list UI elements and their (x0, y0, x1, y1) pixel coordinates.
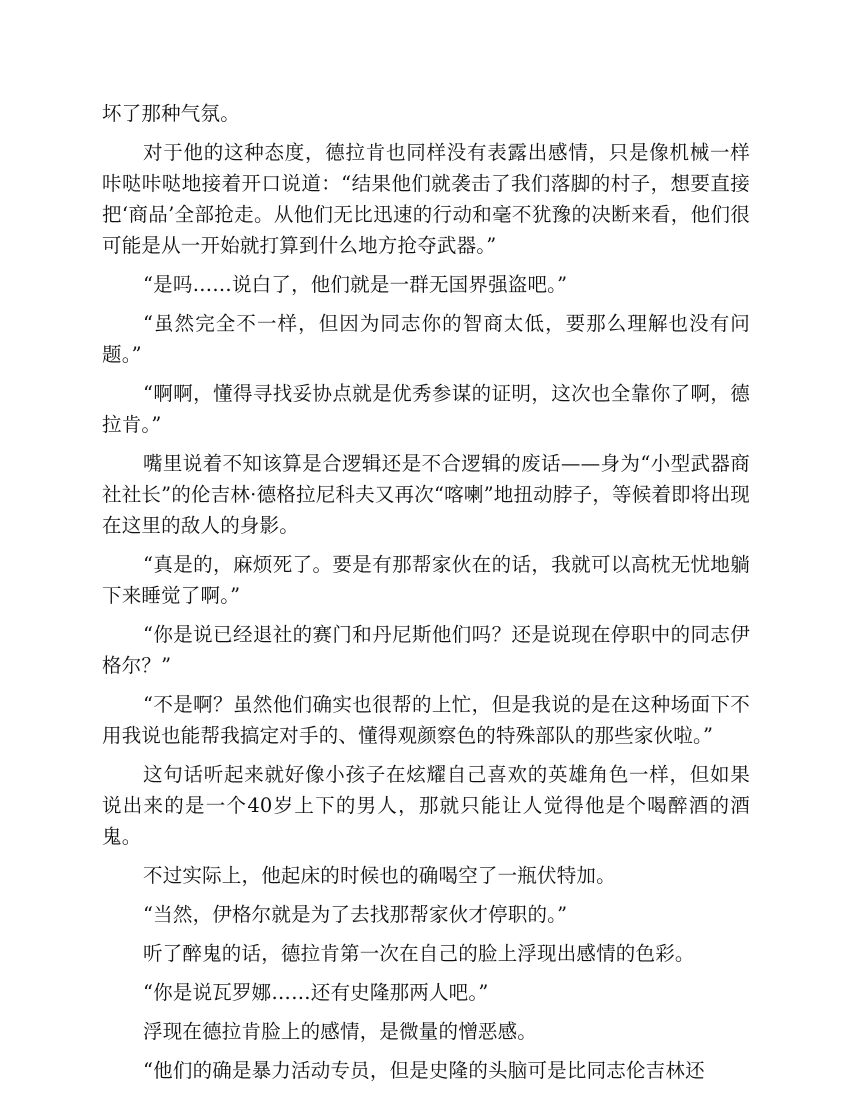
paragraph: “虽然完全不一样，但因为同志你的智商太低，要那么理解也没有问题。” (102, 312, 750, 366)
paragraph: 听了醉鬼的话，德拉肯第一次在自己的脸上浮现出感情的色彩。 (143, 942, 695, 965)
paragraph: “不是啊？虽然他们确实也很帮的上忙，但是我说的是在这种场面下不用我说也能帮我搞定对手的、懂得观颜察色的特殊部队的那些家伙啦。” (102, 693, 750, 747)
paragraph: 这句话听起来就好像小孩子在炫耀自己喜欢的英雄角色一样，但如果说出来的是一个40岁上下的男人，那就只能让人觉得他是个喝醉酒的酒鬼。 (102, 763, 750, 848)
paragraph: “你是说瓦罗娜……还有史隆那两人吧。” (143, 981, 489, 1004)
paragraph: “是吗……说白了，他们就是一群无国界强盗吧。” (143, 273, 568, 296)
paragraph: 不过实际上，他起床的时候也的确喝空了一瓶伏特加。 (143, 864, 616, 887)
paragraph: 对于他的这种态度，德拉肯也同样没有表露出感情，只是像机械一样咔哒咔哒地接着开口说道：“结果他们就袭击了我们落脚的村子，想要直接把‘商品’全部抢走。从他们无比迅速的行动和毫不犹豫的决断来看，他们很可能是从一开始就打算到什么地方抢夺武器。” (102, 141, 750, 257)
paragraph: “真是的，麻烦死了。要是有那帮家伙在的话，我就可以高枕无忧地躺下来睡觉了啊。” (102, 553, 750, 607)
paragraph: “他们的确是暴力活动专员，但是史隆的头脑可是比同志伦吉林还 (143, 1059, 705, 1082)
paragraph: “你是说已经退社的赛门和丹尼斯他们吗？还是说现在停职中的同志伊格尔？” (102, 623, 750, 677)
paragraph: 嘴里说着不知该算是合逻辑还是不合逻辑的废话——身为“小型武器商社社长”的伦吉林·德格拉尼科夫又再次“喀喇”地扭动脖子，等候着即将出现在这里的敌人的身影。 (102, 452, 750, 537)
paragraph: “当然，伊格尔就是为了去找那帮家伙才停职的。” (143, 903, 568, 926)
document-page (102, 98, 750, 1094)
paragraph: “啊啊，懂得寻找妥协点就是优秀参谋的证明，这次也全靠你了啊，德拉肯。” (102, 382, 750, 436)
paragraph: 浮现在德拉肯脸上的感情，是微量的憎恶感。 (143, 1020, 538, 1043)
paragraph: 坏了那种气氛。 (102, 102, 240, 125)
